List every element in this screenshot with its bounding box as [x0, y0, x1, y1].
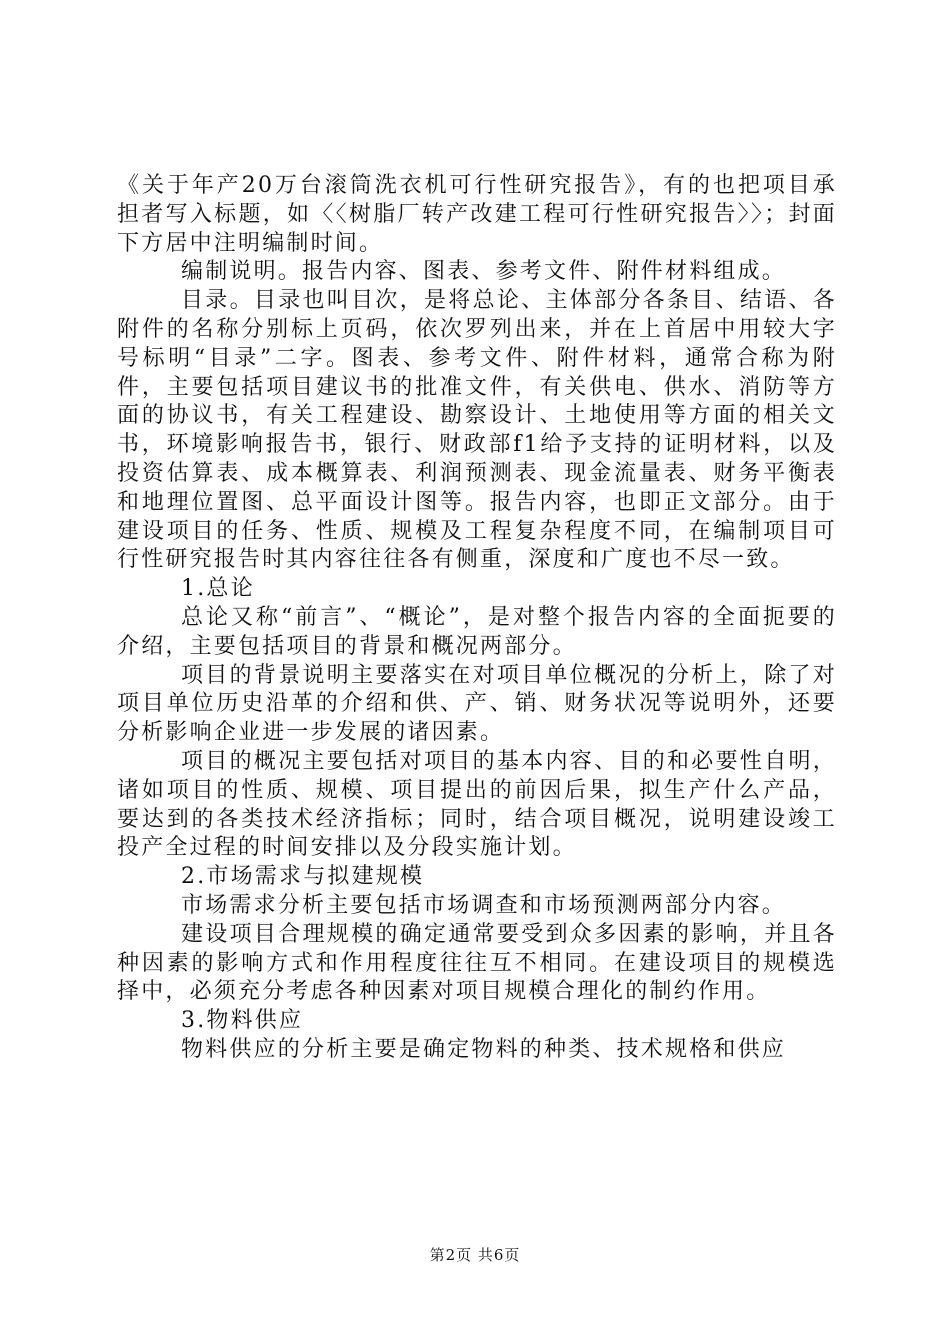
section-heading-market-demand: 2.市场需求与拟建规模: [181, 864, 425, 890]
page-number-footer: 第2页 共6页: [429, 1246, 521, 1264]
paragraph-project-scale: 建设项目合理规模的确定通常要受到众多因素的影响，并且各种因素的影响方式和作用程度往往互不相同。在建设项目的规模选择中，必须充分考虑各种因素对项目规模合理化的制约作用。: [117, 921, 837, 1005]
paragraph-material-supply: 物料供应的分析主要是确定物料的种类、技术规格和供应: [181, 1036, 787, 1062]
paragraph-project-background: 项目的背景说明主要落实在对项目单位概况的分析上，除了对项目单位历史沿革的介绍和供、产、销、财务状况等说明外，还要分析影响企业进一步发展的诸因素。: [117, 662, 837, 746]
paragraph-project-overview: 项目的概况主要包括对项目的基本内容、目的和必要性自明，诸如项目的性质、规模、项目提出的前因后果，拟生产什么产品，要达到的各类技术经济指标；同时，结合项目概况，说明建设竣工投产全过程的时间安排以及分段实施计划。: [117, 748, 837, 861]
section-heading-material-supply: 3.物料供应: [181, 1008, 304, 1034]
paragraph-table-of-contents: 目录。目录也叫目次，是将总论、主体部分各条目、结语、各附件的名称分别标上页码，依次罗列出来，并在上首居中用较大字号标明“目录”二字。图表、参考文件、附件材料，通常合称为附件，主要包括项目建议书的批准文件，有关供电、供水、消防等方面的协议书，有关工程建设、勘察设计、土地使用等方面的相关文书，环境影响报告书，银行、财政部f1给予支持的证明材料，以及投资估算表、成本概算表、利润预测表、现金流量表、财务平衡表和地理位置图、总平面设计图等。报告内容，也即正文部分。由于建设项目的任务、性质、规模及工程复杂程度不同，在编制项目可行性研究报告时其内容往往各有侧重，深度和广度也不尽一致。: [117, 288, 837, 573]
paragraph-compilation-notes: 编制说明。报告内容、图表、参考文件、附件材料组成。: [181, 259, 787, 285]
paragraph-title-continuation: 《关于年产20万台滚筒洗衣机可行性研究报告》，有的也把项目承担者写入标题，如〈〈树脂厂转产改建工程可行性研究报告〉〉；封面下方居中注明编制时间。: [117, 173, 837, 256]
document-body: [117, 172, 837, 1065]
paragraph-general-intro: 总论又称“前言”、“概论”，是对整个报告内容的全面扼要的介绍，主要包括项目的背景和概况两部分。: [117, 604, 837, 659]
paragraph-market-analysis: 市场需求分析主要包括市场调查和市场预测两部分内容。: [181, 892, 787, 918]
section-heading-general: 1.总论: [181, 576, 255, 602]
